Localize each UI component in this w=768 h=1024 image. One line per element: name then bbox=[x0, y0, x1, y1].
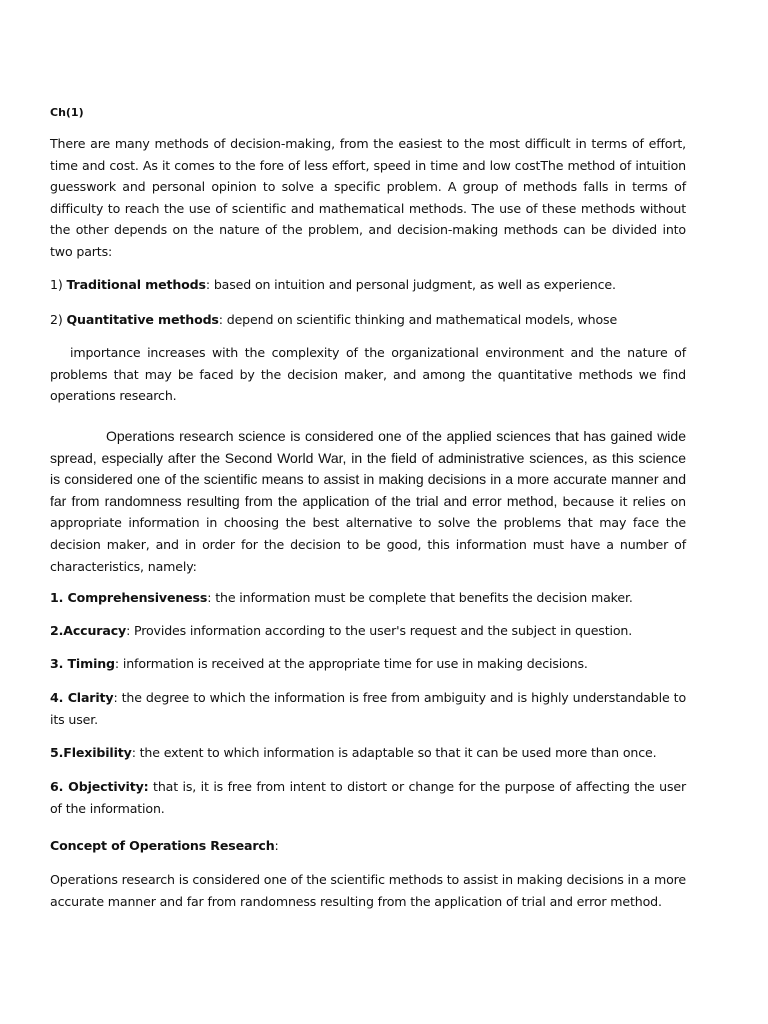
characteristic-number: 2. bbox=[50, 623, 64, 638]
characteristic-description: : the extent to which information is adaptable so that it can be used more than once. bbox=[131, 745, 657, 760]
characteristic-number: 3. bbox=[50, 656, 68, 671]
method-number: 2) bbox=[50, 312, 63, 327]
characteristic-item bbox=[50, 776, 686, 819]
characteristic-description: : the information must be complete that benefits the decision maker. bbox=[207, 590, 633, 605]
characteristic-description: that is, it is free from intent to distort or change for the purpose of affecting the user of the information. bbox=[50, 779, 687, 816]
characteristic-number: 6. bbox=[50, 779, 69, 794]
concept-heading-colon: : bbox=[274, 838, 279, 853]
method-term: Traditional methods bbox=[66, 277, 206, 292]
characteristic-term: Flexibility bbox=[63, 745, 132, 760]
method-item bbox=[50, 309, 686, 331]
operations-research-paragraph bbox=[50, 426, 686, 577]
characteristic-term: Comprehensiveness bbox=[67, 590, 208, 605]
method-term: Quantitative methods bbox=[66, 312, 219, 327]
characteristic-description: : the degree to which the information is free from ambiguity and is highly understandable to its user. bbox=[50, 690, 687, 727]
or-paragraph-part1: Operations research science is considered one of the applied sciences that has gained wide spread, especially after the Second World War, in the field of administrative sciences, as this science is considered one of the scientific means to assist in making decisions in a more accurate manner and far from randomness resulting from the application of the trial and error method, bbox=[50, 428, 686, 509]
characteristic-number: 5. bbox=[50, 745, 64, 760]
concept-heading-text: Concept of Operations Research bbox=[50, 838, 275, 853]
intro-paragraph: There are many methods of decision-making, from the easiest to the most difficult in terms of effort, time and cost. As it comes to the fore of less effort, speed in time and low costThe method of intuition guesswork and personal opinion to solve a specific problem. A group of methods falls in terms of difficulty to reach the use of scientific and mathematical methods. The use of these methods without the other depends on the nature of the problem, and decision-making methods can be divided into two parts: bbox=[50, 136, 686, 259]
concept-paragraph: Operations research is considered one of the scientific methods to assist in making decisions in a more accurate manner and far from randomness resulting from the application of trial and error method. bbox=[50, 872, 686, 909]
characteristic-term: Clarity bbox=[67, 690, 114, 705]
characteristic-item bbox=[50, 620, 686, 642]
characteristic-term: Timing bbox=[67, 656, 115, 671]
chapter-label: Ch(1) bbox=[50, 106, 84, 119]
characteristic-item bbox=[50, 742, 686, 764]
characteristic-term: Accuracy bbox=[63, 623, 127, 638]
characteristic-description: : Provides information according to the user's request and the subject in question. bbox=[126, 623, 633, 638]
or-paragraph-part2: because it relies on appropriate information in choosing the best alternative to solve the problems that may face the decision maker, and in order for the decision to be good, this information must have a number of characteristics, namely: bbox=[50, 493, 686, 574]
characteristic-item bbox=[50, 687, 686, 730]
characteristic-item bbox=[50, 587, 686, 609]
method-item bbox=[50, 274, 686, 296]
quantitative-continuation: importance increases with the complexity of the organizational environment and the nature of problems that may be faced by the decision maker, and among the quantitative methods we find operations research. bbox=[50, 345, 686, 404]
method-number: 1) bbox=[50, 277, 63, 292]
characteristic-number: 4. bbox=[50, 690, 68, 705]
characteristic-item bbox=[50, 653, 686, 675]
characteristic-term: Objectivity: bbox=[68, 779, 149, 794]
characteristic-number: 1. bbox=[50, 590, 68, 605]
method-description: : based on intuition and personal judgment, as well as experience. bbox=[205, 277, 616, 292]
characteristic-description: : information is received at the appropriate time for use in making decisions. bbox=[114, 656, 588, 671]
method-description: : depend on scientific thinking and mathematical models, whose bbox=[218, 312, 618, 327]
concept-heading bbox=[50, 835, 686, 857]
